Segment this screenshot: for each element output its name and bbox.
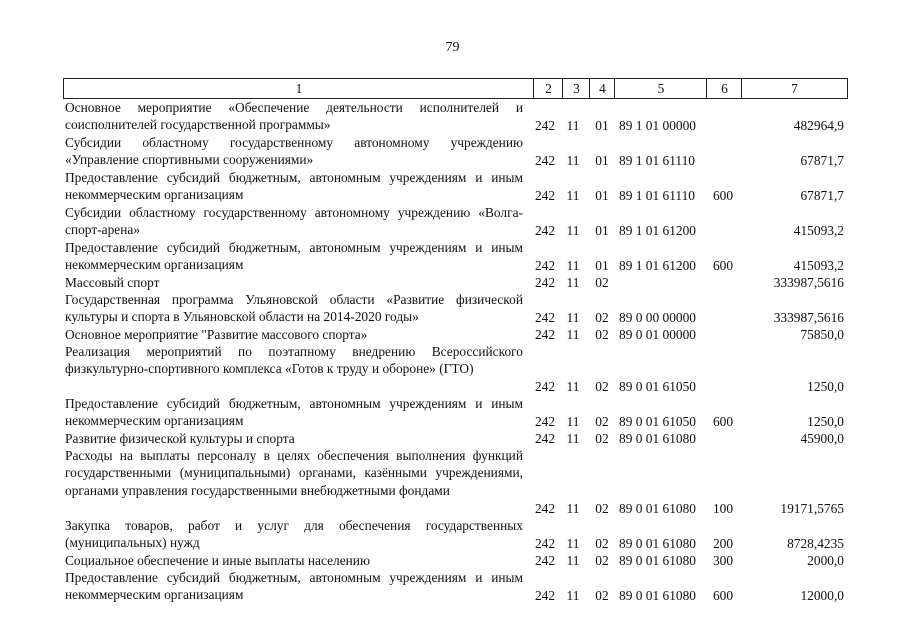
cell-c5: 89 0 00 00000 bbox=[619, 310, 696, 325]
cell-c6: 600 bbox=[712, 414, 734, 429]
cell-c5: 89 0 01 61050 bbox=[619, 414, 696, 429]
row-description: Основное мероприятие «Обеспечение деятельности исполнителей и соисполнителей государственной программы» bbox=[65, 100, 523, 133]
cell-c7: 1250,0 bbox=[807, 379, 844, 394]
table-row bbox=[63, 204, 848, 239]
cell-c7: 19171,5765 bbox=[780, 501, 844, 516]
cell-c7: 333987,5616 bbox=[773, 275, 844, 290]
cell-c3: 11 bbox=[566, 223, 580, 238]
cell-c4: 02 bbox=[595, 588, 609, 603]
row-description: Субсидии областному государственному автономному учреждению «Волга-спорт-арена» bbox=[65, 205, 523, 238]
row-codes bbox=[63, 274, 848, 291]
cell-c6: 100 bbox=[712, 501, 734, 516]
row-description: Субсидии областному государственному автономному учреждению «Управление спортивными сооружениями» bbox=[65, 135, 523, 168]
cell-c2: 242 bbox=[534, 536, 556, 551]
cell-c3: 11 bbox=[566, 118, 580, 133]
row-codes bbox=[63, 552, 848, 569]
cell-c5: 89 1 01 00000 bbox=[619, 118, 696, 133]
cell-c6: 600 bbox=[712, 258, 734, 273]
cell-c5: 89 1 01 61200 bbox=[619, 223, 696, 238]
row-codes bbox=[63, 430, 848, 447]
cell-c4: 01 bbox=[595, 223, 609, 238]
table-row bbox=[63, 326, 848, 343]
cell-c3: 11 bbox=[566, 258, 580, 273]
table-header bbox=[63, 78, 848, 99]
cell-c4: 02 bbox=[595, 431, 609, 446]
cell-c5: 89 0 01 61080 bbox=[619, 588, 696, 603]
cell-c2: 242 bbox=[534, 414, 556, 429]
cell-c2: 242 bbox=[534, 327, 556, 342]
table-row bbox=[63, 274, 848, 291]
cell-c7: 415093,2 bbox=[793, 258, 844, 273]
cell-c7: 8728,4235 bbox=[787, 536, 844, 551]
table-row bbox=[63, 239, 848, 274]
row-codes bbox=[63, 587, 848, 604]
cell-c2: 242 bbox=[534, 310, 556, 325]
row-description: Предоставление субсидий бюджетным, автономным учреждениям и иным некоммерческим организациям bbox=[65, 570, 523, 603]
row-codes bbox=[63, 413, 848, 430]
cell-c3: 11 bbox=[566, 310, 580, 325]
cell-c2: 242 bbox=[534, 553, 556, 568]
page-number: 79 bbox=[445, 40, 460, 55]
header-col-3: 3 bbox=[562, 79, 590, 98]
cell-c4: 02 bbox=[595, 310, 609, 325]
row-description: Развитие физической культуры и спорта bbox=[65, 431, 295, 446]
row-description: Предоставление субсидий бюджетным, автономным учреждениям и иным некоммерческим организациям bbox=[65, 396, 523, 429]
cell-c4: 01 bbox=[595, 188, 609, 203]
row-description: Закупка товаров, работ и услуг для обеспечения государственных (муниципальных) нужд bbox=[65, 518, 523, 551]
table-row bbox=[63, 343, 848, 395]
cell-c4: 01 bbox=[595, 258, 609, 273]
cell-c5: 89 1 01 61200 bbox=[619, 258, 696, 273]
cell-c3: 11 bbox=[566, 553, 580, 568]
cell-c3: 11 bbox=[566, 153, 580, 168]
cell-c5: 89 0 01 61080 bbox=[619, 536, 696, 551]
cell-c7: 482964,9 bbox=[793, 118, 844, 133]
table-row bbox=[63, 291, 848, 326]
table-row bbox=[63, 552, 848, 569]
table-row bbox=[63, 99, 848, 134]
cell-c2: 242 bbox=[534, 501, 556, 516]
row-codes bbox=[63, 222, 848, 239]
cell-c7: 1250,0 bbox=[807, 414, 844, 429]
cell-c7: 2000,0 bbox=[807, 553, 844, 568]
cell-c5: 89 0 01 61080 bbox=[619, 553, 696, 568]
cell-c6: 600 bbox=[712, 588, 734, 603]
cell-c2: 242 bbox=[534, 188, 556, 203]
row-description: Предоставление субсидий бюджетным, автономным учреждениям и иным некоммерческим организациям bbox=[65, 240, 523, 273]
row-description: Реализация мероприятий по поэтапному внедрению Всероссийского физкультурно-спортивного комплекса «Готов к труду и обороне» (ГТО) bbox=[65, 344, 523, 377]
header-col-1: 1 bbox=[63, 79, 534, 98]
cell-c2: 242 bbox=[534, 588, 556, 603]
row-codes bbox=[63, 309, 848, 326]
row-description: Основное мероприятие "Развитие массового спорта» bbox=[65, 327, 368, 342]
row-codes bbox=[63, 152, 848, 169]
cell-c5: 89 0 01 61080 bbox=[619, 501, 696, 516]
cell-c3: 11 bbox=[566, 501, 580, 516]
table-row bbox=[63, 430, 848, 447]
cell-c4: 02 bbox=[595, 379, 609, 394]
cell-c3: 11 bbox=[566, 431, 580, 446]
cell-c4: 01 bbox=[595, 153, 609, 168]
row-description: Предоставление субсидий бюджетным, автономным учреждениям и иным некоммерческим организациям bbox=[65, 170, 523, 203]
table-row bbox=[63, 447, 848, 517]
cell-c7: 45900,0 bbox=[800, 431, 844, 446]
cell-c6: 600 bbox=[712, 188, 734, 203]
cell-c6: 200 bbox=[712, 536, 734, 551]
cell-c7: 333987,5616 bbox=[773, 310, 844, 325]
cell-c7: 67871,7 bbox=[800, 153, 844, 168]
row-codes bbox=[63, 535, 848, 552]
row-codes bbox=[63, 187, 848, 204]
cell-c3: 11 bbox=[566, 414, 580, 429]
cell-c4: 02 bbox=[595, 327, 609, 342]
budget-table bbox=[63, 78, 848, 604]
cell-c5: 89 1 01 61110 bbox=[619, 153, 696, 168]
cell-c3: 11 bbox=[566, 379, 580, 394]
table-row bbox=[63, 517, 848, 552]
cell-c5: 89 0 01 00000 bbox=[619, 327, 696, 342]
table-row bbox=[63, 395, 848, 430]
row-description: Расходы на выплаты персоналу в целях обеспечения выполнения функций государственными (муниципальными) органами, казёнными учреждениями, органами управления государственными внебюджетными фондами bbox=[65, 448, 523, 498]
cell-c2: 242 bbox=[534, 223, 556, 238]
cell-c5: 89 0 01 61080 bbox=[619, 431, 696, 446]
cell-c3: 11 bbox=[566, 327, 580, 342]
cell-c2: 242 bbox=[534, 118, 556, 133]
cell-c2: 242 bbox=[534, 258, 556, 273]
row-description: Государственная программа Ульяновской области «Развитие физической культуры и спорта в Ульяновской области на 2014-2020 годы» bbox=[65, 292, 523, 325]
cell-c3: 11 bbox=[566, 588, 580, 603]
row-codes bbox=[63, 500, 848, 517]
cell-c7: 75850,0 bbox=[800, 327, 844, 342]
header-col-4: 4 bbox=[589, 79, 615, 98]
row-codes bbox=[63, 326, 848, 343]
cell-c2: 242 bbox=[534, 153, 556, 168]
cell-c5: 89 1 01 61110 bbox=[619, 188, 696, 203]
row-codes bbox=[63, 117, 848, 134]
cell-c7: 67871,7 bbox=[800, 188, 844, 203]
row-codes bbox=[63, 378, 848, 395]
cell-c6: 300 bbox=[712, 553, 734, 568]
table-row bbox=[63, 169, 848, 204]
cell-c4: 02 bbox=[595, 536, 609, 551]
table-body bbox=[63, 99, 848, 604]
cell-c3: 11 bbox=[566, 275, 580, 290]
header-col-6: 6 bbox=[706, 79, 742, 98]
row-codes bbox=[63, 257, 848, 274]
cell-c2: 242 bbox=[534, 431, 556, 446]
cell-c4: 02 bbox=[595, 414, 609, 429]
header-col-5: 5 bbox=[614, 79, 707, 98]
cell-c4: 02 bbox=[595, 501, 609, 516]
header-col-2: 2 bbox=[533, 79, 563, 98]
cell-c7: 415093,2 bbox=[793, 223, 844, 238]
cell-c4: 02 bbox=[595, 553, 609, 568]
row-description: Массовый спорт bbox=[65, 275, 160, 290]
cell-c3: 11 bbox=[566, 188, 580, 203]
header-col-7: 7 bbox=[741, 79, 848, 98]
cell-c7: 12000,0 bbox=[800, 588, 844, 603]
row-description: Социальное обеспечение и иные выплаты населению bbox=[65, 553, 370, 568]
cell-c2: 242 bbox=[534, 379, 556, 394]
cell-c3: 11 bbox=[566, 536, 580, 551]
cell-c2: 242 bbox=[534, 275, 556, 290]
cell-c4: 01 bbox=[595, 118, 609, 133]
table-row bbox=[63, 569, 848, 604]
table-row bbox=[63, 134, 848, 169]
cell-c5: 89 0 01 61050 bbox=[619, 379, 696, 394]
cell-c4: 02 bbox=[595, 275, 609, 290]
